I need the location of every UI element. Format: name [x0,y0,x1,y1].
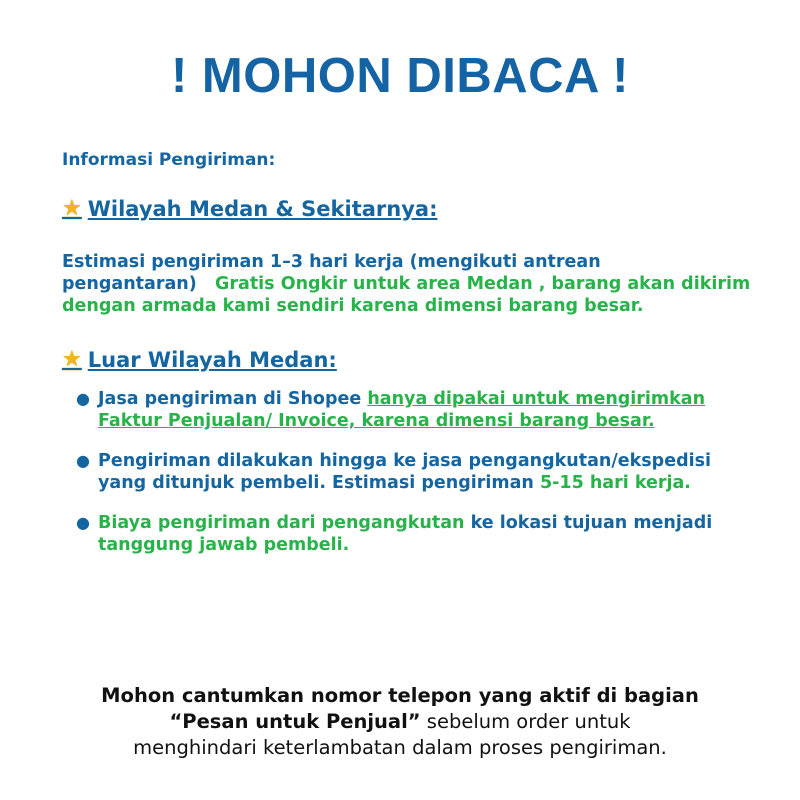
list-item [76,388,726,432]
footer-notice [0,683,800,761]
item-text-blue: Pengiriman dilakukan hingga ke jasa pengangkutan/ekspedisi yang ditunjuk pembeli. Estimasi pengiriman [98,451,712,493]
footer-bold-quote: “Pesan untuk Penjual” [169,710,421,733]
list-item [76,450,726,494]
section-medan-text [62,251,752,317]
item-text-green: 5-15 hari kerja. [539,473,691,493]
footer-normal-line2: menghindari keterlambatan dalam proses pengiriman. [133,736,667,759]
bullet-icon: ● [76,451,90,470]
medan-estimate-text: Estimasi pengiriman 1–3 hari kerja (mengikuti antrean pengantaran) [62,252,601,294]
medan-free-shipping-text: Gratis Ongkir untuk area Medan , barang akan dikirim dengan armada kami sendiri karena dimensi barang besar. [62,274,751,316]
section-medan-title: Wilayah Medan & Sekitarnya: [87,196,438,221]
shipping-info [62,150,762,574]
item-text-green: hanya dipakai untuk mengirimkan Faktur Penjualan/ Invoice, karena dimensi barang besar. [98,389,706,431]
luar-medan-list [76,388,726,556]
item-text-blue: Jasa pengiriman di Shopee [98,389,368,409]
item-text-green: tanggung jawab pembeli. [98,535,350,555]
section-medan-heading [62,196,762,221]
list-item [76,512,726,556]
intro-label: Informasi Pengiriman: [62,150,276,170]
item-text-blue: ke lokasi tujuan menjadi [470,513,713,533]
footer-normal-line1: sebelum order untuk [420,710,631,733]
star-icon: ★ [62,347,82,372]
section-luar-heading [62,347,762,372]
item-text-green: Biaya pengiriman dari pengangkutan [98,513,471,533]
bullet-icon: ● [76,389,90,408]
bullet-icon: ● [76,513,90,532]
star-icon: ★ [62,196,82,221]
footer-bold-line: Mohon cantumkan nomor telepon yang aktif di bagian [101,684,699,707]
page-title: ! MOHON DIBACA ! [170,49,630,103]
section-luar-title: Luar Wilayah Medan: [87,347,337,372]
